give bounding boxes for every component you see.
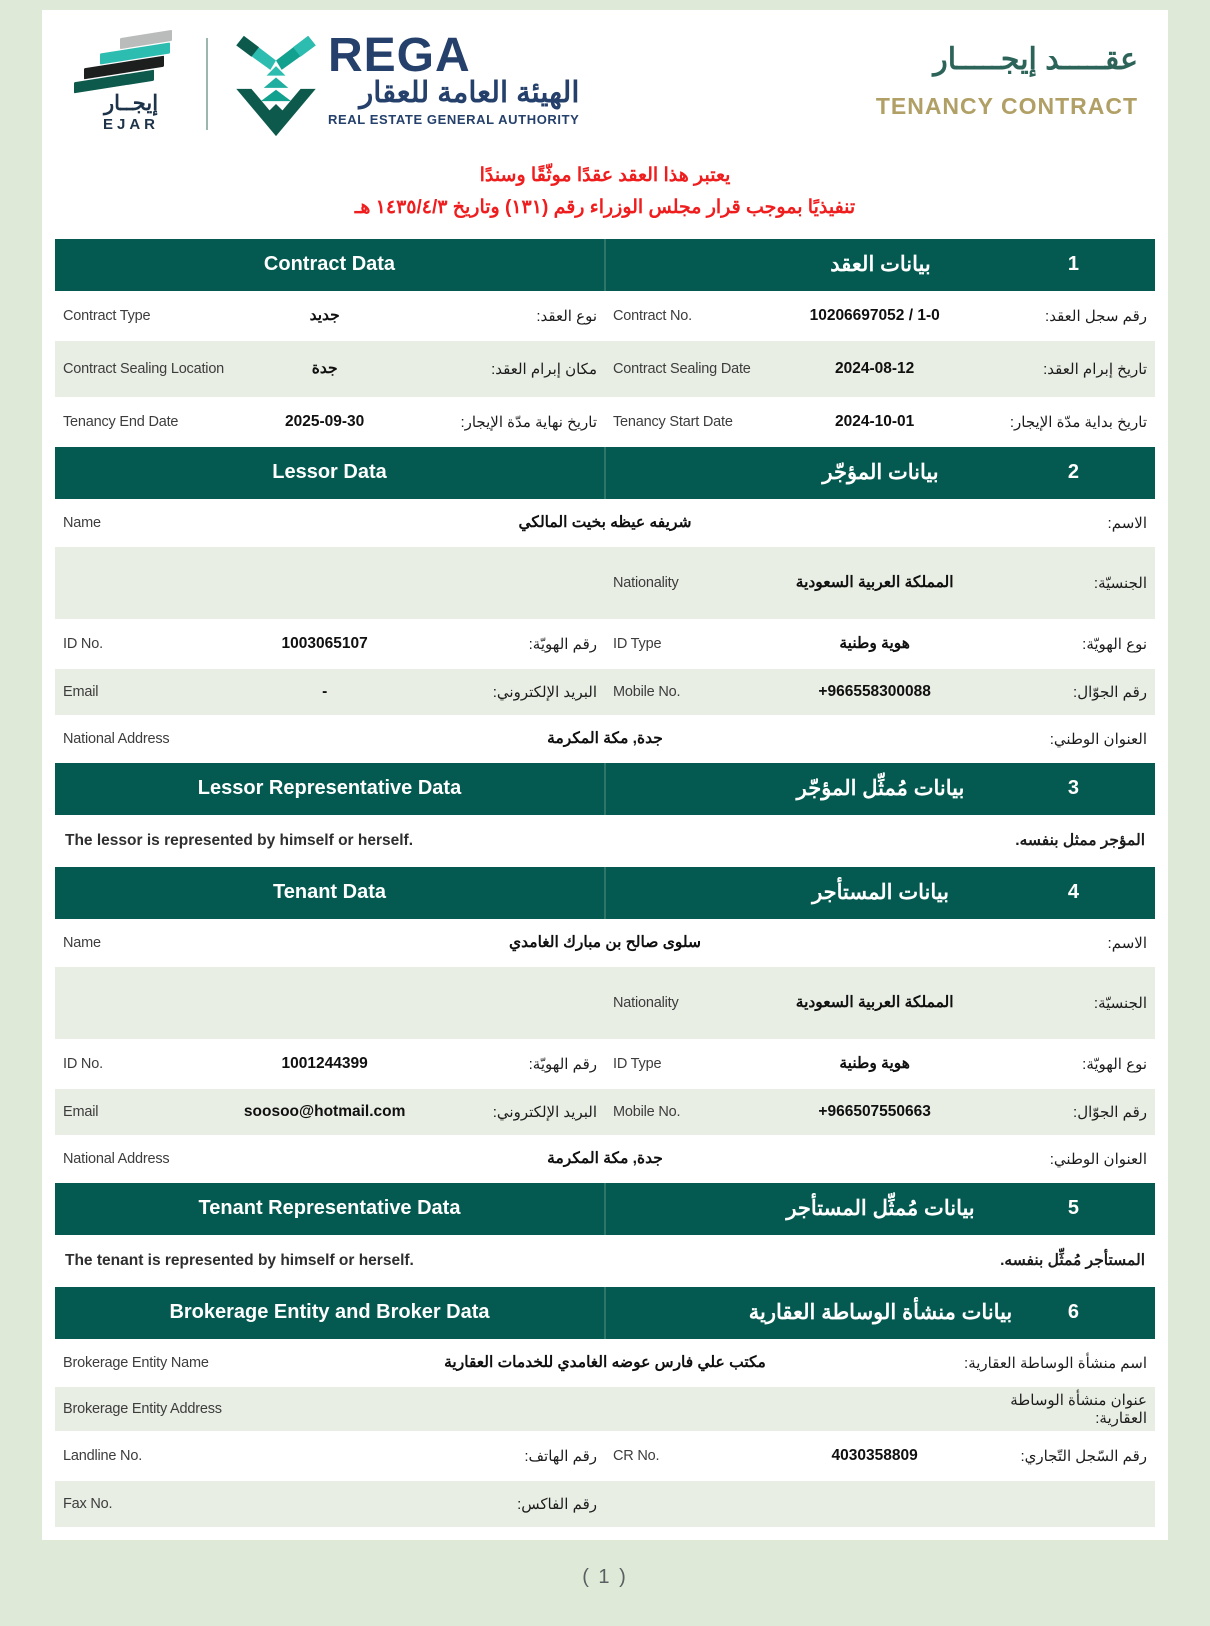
lessor-email-label-en: Email bbox=[63, 683, 99, 700]
lessor-mobile-label-ar: رقم الجوّال: bbox=[1073, 683, 1147, 701]
sealing-date-label-en: Contract Sealing Date bbox=[613, 360, 751, 377]
tenancy-start-label-en: Tenancy Start Date bbox=[613, 413, 733, 430]
tenant-name-row bbox=[55, 921, 1155, 967]
logo-divider bbox=[206, 38, 208, 130]
tenant-id-row bbox=[55, 1041, 1155, 1089]
section-4-title-en: Tenant Data bbox=[273, 881, 386, 904]
lessor-id-no-value: 1003065107 bbox=[281, 634, 368, 652]
section-2-header bbox=[55, 447, 1155, 501]
section-2-title-ar: بيانات المؤجّر bbox=[604, 447, 1155, 499]
brokerage-entity-name-value: مكتب علي فارس عوضه الغامدي للخدمات العقارية bbox=[444, 1354, 766, 1372]
lessor-rep-note-ar: المؤجر ممثل بنفسه. bbox=[1015, 832, 1145, 850]
rega-logo-english: REAL ESTATE GENERAL AUTHORITY bbox=[328, 111, 580, 127]
section-1-title-en: Contract Data bbox=[263, 253, 396, 276]
sealing-date-value: 2024-08-12 bbox=[835, 359, 915, 377]
section-5-title-ar: بيانات مُمثِّل المستأجر bbox=[604, 1183, 1155, 1235]
rega-logo bbox=[228, 29, 580, 138]
lessor-mobile-label-en: Mobile No. bbox=[613, 683, 681, 700]
lessor-rep-note-en: The lessor is represented by himself or herself. bbox=[65, 831, 414, 849]
section-6-header bbox=[55, 1287, 1155, 1341]
tenant-address-row bbox=[55, 1137, 1155, 1183]
lessor-nationality-label-en: Nationality bbox=[613, 574, 679, 591]
tenant-mobile-value: +966507550663 bbox=[818, 1102, 931, 1120]
tenant-id-no-label-en: ID No. bbox=[63, 1055, 103, 1072]
section-6-title-ar: بيانات منشأة الوساطة العقارية bbox=[604, 1287, 1155, 1339]
contract-table bbox=[55, 239, 1155, 1575]
lessor-address-row bbox=[55, 717, 1155, 763]
contract-no-label-en: Contract No. bbox=[613, 307, 692, 324]
section-6-title-en: Brokerage Entity and Broker Data bbox=[169, 1301, 490, 1324]
ejar-logo-arabic: إيجــار bbox=[103, 92, 159, 115]
contract-no-value: 10206697052 / 1-0 bbox=[809, 306, 940, 324]
ejar-logo-latin: EJAR bbox=[102, 116, 159, 133]
section-4-header bbox=[55, 867, 1155, 921]
tenant-id-no-label-ar: رقم الهويّة: bbox=[528, 1055, 597, 1073]
lessor-address-label-en: National Address bbox=[63, 730, 170, 747]
contract-no-label-ar: رقم سجل العقد: bbox=[1045, 307, 1147, 325]
lessor-contact-row bbox=[55, 669, 1155, 717]
document-title-english: TENANCY CONTRACT bbox=[875, 93, 1138, 119]
lessor-name-label-en: Name bbox=[63, 514, 101, 531]
section-5-number: 5 bbox=[1067, 1197, 1079, 1220]
tenant-address-value: جدة, مكة المكرمة bbox=[547, 1150, 663, 1168]
contract-page bbox=[42, 10, 1168, 1540]
contract-row-3 bbox=[55, 399, 1155, 447]
tenant-address-label-ar: العنوان الوطني: bbox=[1049, 1150, 1147, 1168]
lessor-name-row bbox=[55, 501, 1155, 547]
tenancy-start-value: 2024-10-01 bbox=[835, 412, 915, 430]
contract-type-value: جديد bbox=[309, 307, 340, 325]
brokerage-phone-row bbox=[55, 1433, 1155, 1481]
tenant-name-label-en: Name bbox=[63, 934, 101, 951]
brokerage-fax-row bbox=[55, 1481, 1155, 1529]
document-title bbox=[876, 30, 1154, 120]
brokerage-entity-address-row bbox=[55, 1387, 1155, 1433]
tenancy-end-label-en: Tenancy End Date bbox=[63, 413, 179, 430]
cr-no-label-ar: رقم السّجل التّجاري: bbox=[1020, 1447, 1147, 1465]
tenant-mobile-label-ar: رقم الجوّال: bbox=[1073, 1103, 1147, 1121]
legal-notice bbox=[42, 160, 1168, 225]
brokerage-entity-name-label-en: Brokerage Entity Name bbox=[63, 1354, 209, 1371]
tenant-email-value: soosoo@hotmail.com bbox=[243, 1102, 406, 1120]
lessor-address-value: جدة, مكة المكرمة bbox=[547, 730, 663, 748]
rega-logo-name: REGA bbox=[328, 29, 471, 82]
lessor-mobile-value: +966558300088 bbox=[818, 682, 931, 700]
tenant-name-label-ar: الاسم: bbox=[1107, 934, 1147, 952]
lessor-id-no-label-en: ID No. bbox=[63, 635, 103, 652]
sealing-location-label-ar: مكان إبرام العقد: bbox=[491, 360, 597, 378]
fax-label-en: Fax No. bbox=[63, 1495, 113, 1512]
lessor-email-value: - bbox=[322, 682, 328, 700]
tenancy-end-value: 2025-09-30 bbox=[285, 412, 365, 430]
section-3-header bbox=[55, 763, 1155, 817]
landline-label-ar: رقم الهاتف: bbox=[524, 1447, 597, 1465]
tenant-name-value: سلوى صالح بن مبارك الغامدي bbox=[509, 934, 701, 952]
tenant-rep-note-en: The tenant is represented by himself or herself. bbox=[65, 1251, 414, 1269]
contract-type-label-ar: نوع العقد: bbox=[536, 307, 597, 325]
tenancy-end-label-ar: تاريخ نهاية مدّة الإيجار: bbox=[460, 413, 597, 431]
ejar-logo bbox=[72, 34, 190, 133]
tenancy-start-label-ar: تاريخ بداية مدّة الإيجار: bbox=[1009, 413, 1147, 431]
brokerage-entity-name-label-ar: اسم منشأة الوساطة العقارية: bbox=[964, 1354, 1147, 1372]
tenant-id-type-label-en: ID Type bbox=[613, 1055, 662, 1072]
section-5-title-en: Tenant Representative Data bbox=[198, 1197, 461, 1220]
lessor-id-type-value: هوية وطنية bbox=[839, 635, 910, 653]
cr-no-value: 4030358809 bbox=[831, 1446, 918, 1464]
contract-row-1 bbox=[55, 293, 1155, 341]
sealing-location-label-en: Contract Sealing Location bbox=[63, 360, 225, 377]
lessor-address-label-ar: العنوان الوطني: bbox=[1049, 730, 1147, 748]
fax-label-ar: رقم الفاكس: bbox=[517, 1495, 597, 1513]
lessor-id-no-label-ar: رقم الهويّة: bbox=[528, 635, 597, 653]
section-4-number: 4 bbox=[1067, 881, 1079, 904]
tenant-nationality-label-en: Nationality bbox=[613, 994, 679, 1011]
section-3-title-ar: بيانات مُمثِّل المؤجّر bbox=[604, 763, 1155, 815]
lessor-nationality-row bbox=[55, 547, 1155, 621]
lessor-nationality-value: المملكة العربية السعودية bbox=[795, 574, 954, 592]
lessor-name-value: شريفه عيظه بخيت المالكي bbox=[518, 514, 692, 532]
page-number: ( 1 ) bbox=[582, 1566, 628, 1588]
tenant-id-type-value: هوية وطنية bbox=[839, 1055, 910, 1073]
tenant-representative-note bbox=[55, 1237, 1155, 1287]
ejar-stripes-icon bbox=[72, 34, 190, 87]
lessor-id-type-label-ar: نوع الهويّة: bbox=[1082, 635, 1147, 653]
rega-palm-icon bbox=[228, 34, 324, 138]
brokerage-entity-address-label-ar: عنوان منشأة الوساطة العقارية: bbox=[1010, 1391, 1147, 1427]
document-header bbox=[42, 10, 1168, 152]
section-3-title-en: Lessor Representative Data bbox=[197, 777, 462, 800]
tenant-id-no-value: 1001244399 bbox=[281, 1054, 368, 1072]
section-1-header bbox=[55, 239, 1155, 293]
brokerage-entity-name-row bbox=[55, 1341, 1155, 1387]
landline-label-en: Landline No. bbox=[63, 1447, 143, 1464]
legal-notice-line-2: تنفيذيًا بموجب قرار مجلس الوزراء رقم (١٣١) وتاريخ ١٤٣٥/٤/٣ هـ bbox=[354, 197, 856, 219]
tenant-email-label-ar: البريد الإلكتروني: bbox=[492, 1103, 597, 1121]
sealing-location-value: جدة bbox=[311, 360, 338, 378]
sealing-date-label-ar: تاريخ إبرام العقد: bbox=[1043, 360, 1147, 378]
section-6-number: 6 bbox=[1067, 1301, 1079, 1324]
tenant-address-label-en: National Address bbox=[63, 1150, 170, 1167]
lessor-id-type-label-en: ID Type bbox=[613, 635, 662, 652]
cr-no-label-en: CR No. bbox=[613, 1447, 660, 1464]
contract-row-2 bbox=[55, 341, 1155, 399]
section-1-title-ar: بيانات العقد bbox=[604, 239, 1155, 291]
tenant-contact-row bbox=[55, 1089, 1155, 1137]
section-2-title-en: Lessor Data bbox=[272, 461, 387, 484]
brokerage-entity-address-label-en: Brokerage Entity Address bbox=[63, 1400, 222, 1417]
tenant-nationality-row bbox=[55, 967, 1155, 1041]
tenant-id-type-label-ar: نوع الهويّة: bbox=[1082, 1055, 1147, 1073]
tenant-email-label-en: Email bbox=[63, 1103, 99, 1120]
lessor-representative-note bbox=[55, 817, 1155, 867]
tenant-mobile-label-en: Mobile No. bbox=[613, 1103, 681, 1120]
lessor-nationality-label-ar: الجنسيّة: bbox=[1093, 574, 1147, 592]
lessor-email-label-ar: البريد الإلكتروني: bbox=[492, 683, 597, 701]
section-3-number: 3 bbox=[1067, 777, 1079, 800]
document-title-arabic: عقـــــد إيجـــــار bbox=[933, 43, 1138, 76]
lessor-name-label-ar: الاسم: bbox=[1107, 514, 1147, 532]
tenant-nationality-value: المملكة العربية السعودية bbox=[795, 994, 954, 1012]
section-4-title-ar: بيانات المستأجر bbox=[604, 867, 1155, 919]
legal-notice-line-1: يعتبر هذا العقد عقدًا موثّقًا وسندًا bbox=[479, 165, 731, 186]
page-footer bbox=[0, 1540, 1210, 1626]
section-5-header bbox=[55, 1183, 1155, 1237]
section-1-number: 1 bbox=[1067, 253, 1079, 276]
rega-logo-arabic: الهيئة العامة للعقار bbox=[359, 77, 580, 110]
contract-type-label-en: Contract Type bbox=[63, 307, 151, 324]
tenant-nationality-label-ar: الجنسيّة: bbox=[1093, 994, 1147, 1012]
lessor-id-row bbox=[55, 621, 1155, 669]
section-2-number: 2 bbox=[1067, 461, 1079, 484]
tenant-rep-note-ar: المستأجر مُمثِّل بنفسه. bbox=[1000, 1252, 1145, 1270]
